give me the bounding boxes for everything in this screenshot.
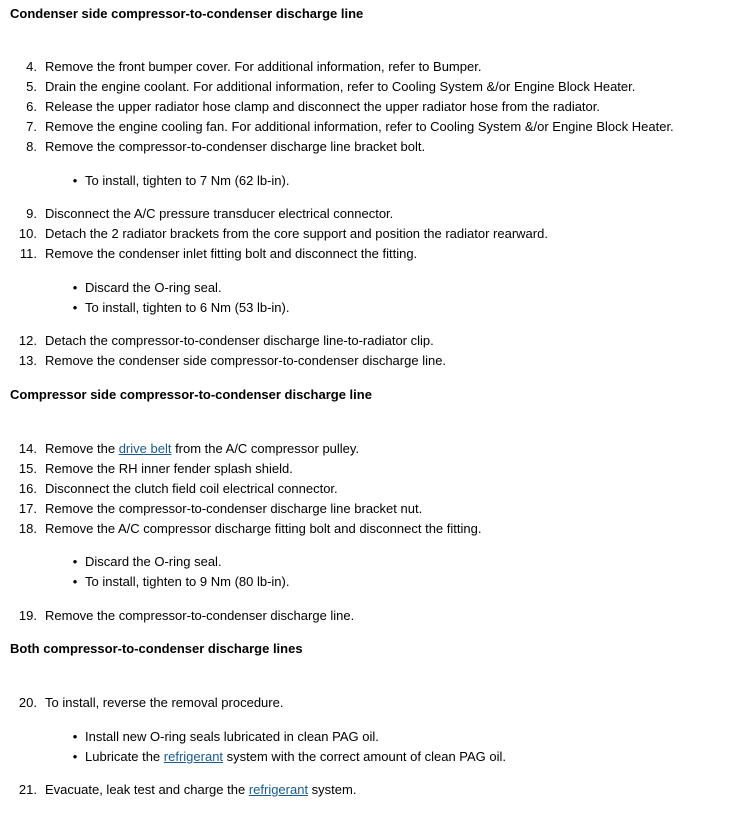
step-number: 20. [18, 695, 37, 710]
step-11 [0, 244, 737, 264]
step-20 [0, 693, 737, 713]
step-9 [0, 204, 737, 224]
step-7 [0, 117, 737, 137]
step-12 [0, 331, 737, 351]
step-number: 8. [26, 139, 37, 154]
step-18-bullet-2 [0, 572, 737, 592]
step-number: 7. [26, 119, 37, 134]
step-number: 11. [19, 246, 37, 261]
step-text: Remove the condenser inlet fitting bolt and disconnect the fitting. [45, 246, 418, 261]
step-14 [0, 439, 737, 459]
step-5 [0, 77, 737, 97]
step-text: Remove the engine cooling fan. For additional information, refer to Cooling System &/or Engine Block Heater. [45, 119, 674, 134]
bullet-icon: • [72, 280, 78, 295]
step-text: Remove the RH inner fender splash shield. [45, 461, 293, 476]
bullet-text: To install, tighten to 9 Nm (80 lb-in). [85, 574, 290, 589]
step-text-pre: Evacuate, leak test and charge the [45, 782, 249, 797]
bullet-icon: • [72, 729, 78, 744]
step-19 [0, 606, 737, 626]
refrigerant-link[interactable]: refrigerant [163, 749, 224, 764]
bullet-icon: • [72, 554, 78, 569]
step-number: 6. [26, 99, 37, 114]
section-heading-compressor-side: Compressor side compressor-to-condenser discharge line [10, 387, 372, 402]
step-17 [0, 499, 737, 519]
step-13 [0, 351, 737, 371]
step-text: Remove the condenser side compressor-to-condenser discharge line. [45, 353, 447, 368]
section-heading-both-lines: Both compressor-to-condenser discharge lines [10, 641, 303, 656]
step-18-bullet-1 [0, 552, 737, 572]
step-20-bullet-2 [0, 747, 737, 767]
step-text-post: from the A/C compressor pulley. [171, 441, 360, 456]
step-number: 17. [18, 501, 37, 516]
bullet-icon: • [72, 574, 78, 589]
step-6 [0, 97, 737, 117]
step-number: 15. [18, 461, 37, 476]
step-number: 12. [18, 333, 37, 348]
bullet-icon: • [72, 749, 78, 764]
step-text-pre: Remove the [45, 441, 119, 456]
step-text: Drain the engine coolant. For additional information, refer to Cooling System &/or Engine Block Heater. [45, 79, 636, 94]
step-18 [0, 519, 737, 539]
step-text: Remove the compressor-to-condenser discharge line bracket nut. [45, 501, 423, 516]
bullet-icon: • [72, 300, 78, 315]
step-number: 21. [18, 782, 37, 797]
bullet-text: To install, tighten to 6 Nm (53 lb-in). [85, 300, 290, 315]
step-number: 14. [18, 441, 37, 456]
step-text: Remove the compressor-to-condenser discharge line. [45, 608, 355, 623]
step-number: 18. [18, 521, 37, 536]
step-text: Disconnect the clutch field coil electrical connector. [45, 481, 338, 496]
bullet-text: Discard the O-ring seal. [85, 280, 222, 295]
step-number: 10. [18, 226, 37, 241]
step-number: 5. [26, 79, 37, 94]
step-15 [0, 459, 737, 479]
step-20-bullet-1 [0, 727, 737, 747]
step-text: Remove the front bumper cover. For additional information, refer to Bumper. [45, 59, 482, 74]
bullet-text-post: system with the correct amount of clean PAG oil. [223, 749, 507, 764]
bullet-text [85, 747, 506, 767]
step-number: 19. [18, 608, 37, 623]
step-text: Disconnect the A/C pressure transducer electrical connector. [45, 206, 394, 221]
step-number: 16. [18, 481, 37, 496]
step-text-post: system. [308, 782, 357, 797]
step-16 [0, 479, 737, 499]
step-text: Remove the compressor-to-condenser discharge line bracket bolt. [45, 139, 426, 154]
step-8-bullet-1 [0, 171, 737, 191]
step-8 [0, 137, 737, 157]
step-11-bullet-2 [0, 298, 737, 318]
step-number: 13. [18, 353, 37, 368]
bullet-text-pre: Lubricate the [85, 749, 164, 764]
step-text: Release the upper radiator hose clamp and disconnect the upper radiator hose from the radiator. [45, 99, 601, 114]
refrigerant-link[interactable]: refrigerant [248, 782, 309, 797]
step-4 [0, 57, 737, 77]
step-text: To install, reverse the removal procedure. [45, 695, 284, 710]
bullet-text: Install new O-ring seals lubricated in clean PAG oil. [85, 729, 379, 744]
section-heading-condenser-side: Condenser side compressor-to-condenser discharge line [10, 6, 364, 21]
step-text [45, 780, 356, 800]
bullet-icon: • [72, 173, 78, 188]
step-11-bullet-1 [0, 278, 737, 298]
drive-belt-link[interactable]: drive belt [118, 441, 172, 456]
step-10 [0, 224, 737, 244]
step-text: Detach the compressor-to-condenser discharge line-to-radiator clip. [45, 333, 434, 348]
step-text [45, 439, 359, 459]
step-text: Detach the 2 radiator brackets from the core support and position the radiator rearward. [45, 226, 548, 241]
bullet-text: Discard the O-ring seal. [85, 554, 222, 569]
step-number: 9. [26, 206, 37, 221]
bullet-text: To install, tighten to 7 Nm (62 lb-in). [85, 173, 290, 188]
step-number: 4. [26, 59, 37, 74]
step-21 [0, 780, 737, 800]
step-text: Remove the A/C compressor discharge fitting bolt and disconnect the fitting. [45, 521, 482, 536]
